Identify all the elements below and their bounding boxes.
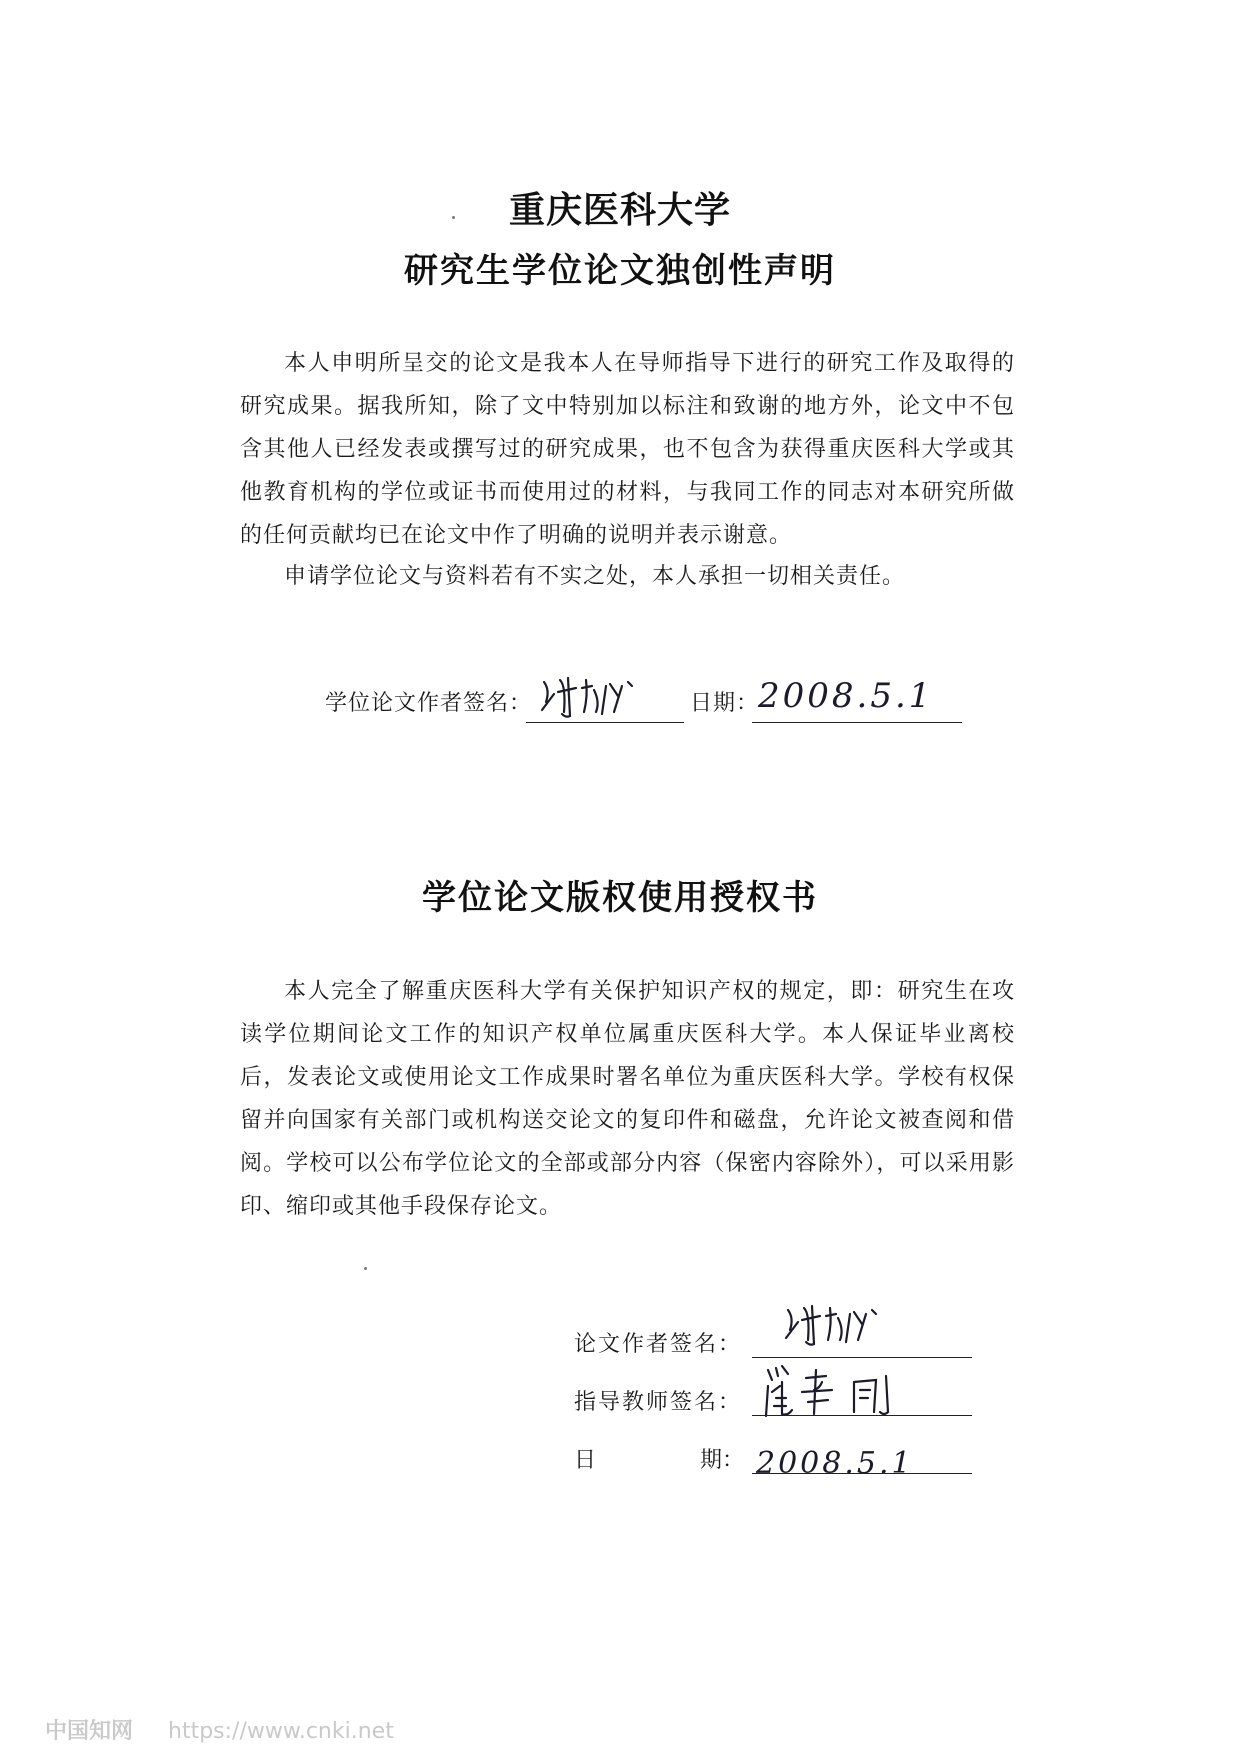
declaration-title: 研究生学位论文独创性声明: [404, 251, 836, 291]
authorization-paragraph: 本人完全了解重庆医科大学有关保护知识产权的规定，即：研究生在攻读学位期间论文工作的知识产权单位属重庆医科大学。本人保证毕业离校后，发表论文或使用论文工作成果时署名单位为重庆医科大学。学校有权保留并向国家有关部门或机构送交论文的复印件和磁盘，允许论文被查阅和借阅。学校可以公布学位论文的全部或部分内容（保密内容除外），可以采用影印、缩印或其他手段保存论文。: [240, 979, 1015, 1219]
authorization-date-line: [752, 1473, 972, 1474]
declaration-date-label: 日期：: [690, 691, 760, 716]
author-signature-label: 学位论文作者签名：: [325, 691, 533, 716]
declaration-handwritten-date: 2008.5.1: [758, 676, 934, 716]
declaration-date-line: [752, 722, 962, 723]
watermark-url: https://www.cnki.net: [168, 1719, 394, 1744]
advisor-signature-label: 指导教师签名：: [574, 1390, 743, 1415]
cnki-watermark: [45, 1714, 394, 1745]
advisor-handwritten-signature: [762, 1362, 942, 1422]
author-handwritten-signature: [536, 672, 686, 722]
authorization-handwritten-date: 2008.5.1: [756, 1446, 914, 1481]
watermark-brand: 中国知网: [45, 1719, 134, 1744]
author-signature-line: [526, 722, 684, 723]
advisor-signature-line: [752, 1415, 972, 1416]
scan-speck: [364, 1267, 367, 1270]
paper-author-signature-label: 论文作者签名：: [574, 1332, 743, 1357]
declaration-paragraph-1: 本人申明所呈交的论文是我本人在导师指导下进行的研究工作及取得的研究成果。据我所知，除了文中特别加以标注和致谢的地方外，论文中不包含其他人已经发表或撰写过的研究成果，也不包含为获得重庆医科大学或其他教育机构的学位或证书而使用过的材料，与我同工作的同志对本研究所做的任何贡献均已在论文中作了明确的说明并表示谢意。: [240, 351, 1015, 548]
paper-author-handwritten-signature: [780, 1300, 920, 1350]
university-title: 重庆医科大学: [508, 190, 731, 231]
authorization-date-label-right: 期：: [700, 1448, 745, 1473]
paper-author-signature-line: [752, 1357, 972, 1358]
authorization-title: 学位论文版权使用授权书: [422, 878, 818, 918]
declaration-paragraph-2: 申请学位论文与资料若有不实之处，本人承担一切相关责任。: [284, 564, 906, 589]
scan-speck: [452, 216, 455, 219]
authorization-date-label-left: 日: [574, 1448, 599, 1473]
